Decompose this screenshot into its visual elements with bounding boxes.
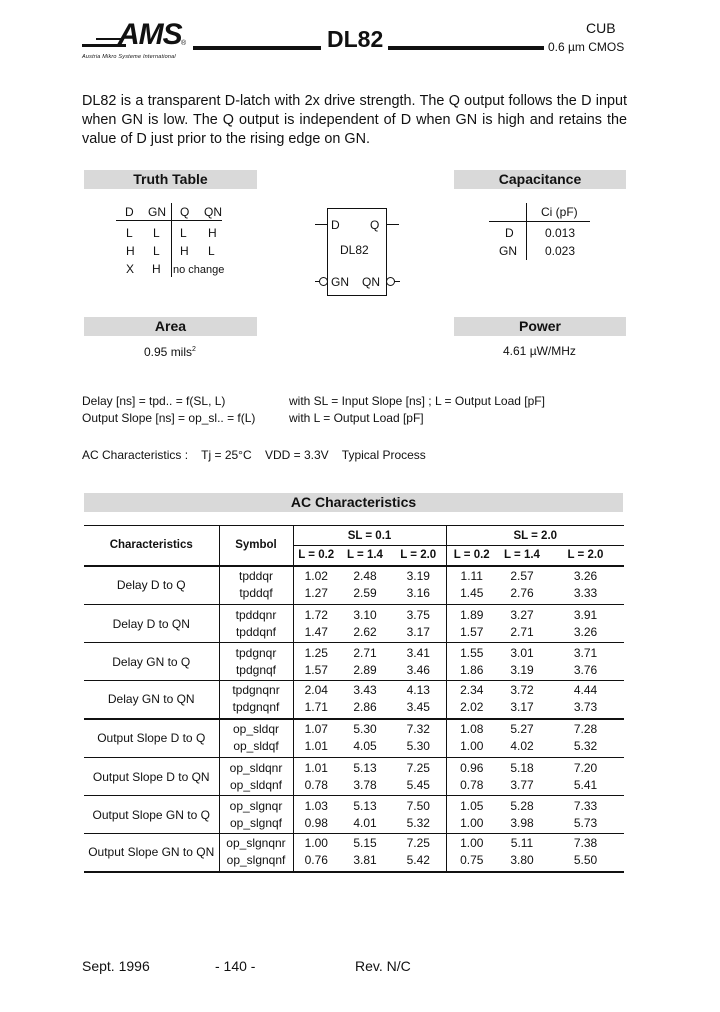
ac-characteristic: Delay GN to Q: [84, 643, 219, 681]
ac-title: AC Characteristics: [84, 493, 623, 512]
pin-qn-label: QN: [362, 275, 380, 289]
ac-value-cell: [497, 643, 547, 681]
capacitance-pin: D: [505, 226, 514, 240]
tt-cell: L: [180, 226, 187, 240]
ac-value: 0.75: [460, 853, 484, 868]
ac-value: 1.01: [304, 739, 328, 754]
ac-value: 2.71: [510, 624, 534, 639]
ac-value: 0.96: [460, 760, 484, 775]
ac-value-cell: [391, 796, 446, 834]
ac-value-cell: [391, 719, 446, 758]
ac-symbol: tpdgnqnf: [232, 700, 280, 715]
ac-value: 1.57: [460, 624, 484, 639]
tt-cell: L: [126, 226, 133, 240]
ac-value-cell: [497, 834, 547, 872]
ac-table: [84, 525, 624, 873]
logo-registered-mark: ®: [181, 40, 187, 47]
ac-value-cell: [339, 758, 391, 796]
ac-value: 1.05: [460, 798, 484, 813]
tt-cell: L: [208, 244, 215, 258]
ac-value: 5.73: [573, 815, 598, 830]
ac-value: 2.57: [510, 569, 534, 584]
ac-row: [84, 796, 624, 834]
page-title: DL82: [327, 26, 384, 52]
ac-value: 7.32: [406, 722, 430, 737]
ac-value: 1.25: [304, 645, 328, 660]
ac-value-cell: [547, 681, 624, 719]
delay-formula-note: with SL = Input Slope [ns] ; L = Output Load [pF]: [289, 394, 545, 408]
ac-value: 5.45: [406, 777, 430, 792]
ac-row: [84, 605, 624, 643]
pin-q-label: Q: [370, 218, 380, 232]
truth-table-title: Truth Table: [84, 170, 257, 189]
ac-value: 3.17: [510, 700, 534, 715]
ac-bottom-rule-cell: [84, 872, 624, 873]
ac-value: 2.76: [510, 586, 534, 601]
ac-value: 3.27: [510, 607, 534, 622]
ac-symbol: op_sldqnr: [229, 760, 283, 775]
ac-row: [84, 834, 624, 872]
ac-value: 3.26: [573, 624, 598, 639]
ac-load: L = 0.2: [446, 546, 497, 566]
ac-value-cell: [391, 681, 446, 719]
ac-sl-group: SL = 2.0: [446, 526, 624, 546]
ac-bottom-rule: [84, 872, 624, 873]
ac-value: 3.17: [406, 624, 430, 639]
ac-value-cell: [446, 834, 497, 872]
ac-value: 0.98: [304, 815, 328, 830]
ac-load: L = 0.2: [293, 546, 339, 566]
ac-value: 7.25: [406, 836, 430, 851]
ac-value: 4.02: [510, 739, 534, 754]
ac-value-cell: [293, 758, 339, 796]
ac-value: 7.33: [573, 798, 598, 813]
ac-value-cell: [339, 605, 391, 643]
ac-value: 1.00: [460, 836, 484, 851]
ac-value: 3.33: [573, 586, 598, 601]
ac-row: [84, 719, 624, 758]
ac-symbol-cell: [219, 796, 293, 834]
ac-symbol: op_sldqnf: [229, 777, 283, 792]
ac-load: L = 1.4: [339, 546, 391, 566]
ac-value-cell: [293, 834, 339, 872]
ac-value-cell: [293, 796, 339, 834]
footer-date: Sept. 1996: [82, 958, 150, 974]
ac-value: 3.46: [406, 662, 430, 677]
ac-value: 7.38: [573, 836, 598, 851]
description: DL82 is a transparent D-latch with 2x drive strength. The Q output follows the D input when GN is low. The Q output is independent of D when GN is high and retains the value of D just prior to the rising edge on GN.: [82, 93, 627, 147]
ac-row: [84, 566, 624, 605]
ac-value: 1.72: [304, 607, 328, 622]
ac-value: 5.30: [406, 739, 430, 754]
delay-formula: Delay [ns] = tpd.. = f(SL, L): [82, 394, 226, 408]
ac-value: 5.18: [510, 760, 534, 775]
ac-load: L = 2.0: [391, 546, 446, 566]
ac-value: 7.25: [406, 760, 430, 775]
ac-value: 5.13: [353, 760, 377, 775]
ac-symbol: tpddqnf: [235, 624, 277, 639]
ac-value-cell: [446, 643, 497, 681]
ac-symbol: tpdgnqr: [235, 645, 277, 660]
ac-value: 0.78: [304, 777, 328, 792]
ac-value: 5.32: [406, 815, 430, 830]
ac-value-cell: [339, 719, 391, 758]
ac-value: 2.86: [353, 700, 377, 715]
ac-symbol-cell: [219, 681, 293, 719]
power-value: 4.61 µW/MHz: [503, 344, 576, 358]
ac-value: 5.32: [573, 739, 598, 754]
capacitance-value: 0.023: [545, 244, 576, 258]
ac-value: 3.76: [573, 662, 598, 677]
ac-value: 2.48: [353, 569, 377, 584]
ac-value: 3.10: [353, 607, 377, 622]
pin-q-line: [387, 224, 399, 225]
power-title: Power: [454, 317, 626, 336]
ac-value: 3.01: [510, 645, 534, 660]
ac-load: L = 1.4: [497, 546, 547, 566]
ac-value: 1.45: [460, 586, 484, 601]
ac-value: 3.78: [353, 777, 377, 792]
ac-value: 4.13: [406, 683, 430, 698]
capacitance-pin: GN: [499, 244, 517, 258]
ac-characteristic: Delay GN to QN: [84, 681, 219, 719]
tt-column-rule: [171, 203, 172, 277]
ac-symbol: op_sldqr: [232, 722, 280, 737]
ac-value: 5.11: [510, 836, 534, 851]
ac-value-cell: [293, 681, 339, 719]
ac-value-cell: [446, 796, 497, 834]
header-rule-left: [193, 46, 321, 50]
ac-symbol: tpdgnqf: [235, 662, 277, 677]
ac-value-cell: [547, 758, 624, 796]
ac-value: 7.28: [573, 722, 598, 737]
ac-symbol: op_sldqf: [233, 739, 279, 754]
tt-cell: H: [208, 226, 217, 240]
ac-symbol: op_slgnqnf: [226, 853, 286, 868]
ac-value: 1.55: [460, 645, 484, 660]
ac-characteristic: Output Slope GN to QN: [84, 834, 219, 872]
ac-value-cell: [547, 834, 624, 872]
ac-value: 3.16: [406, 586, 430, 601]
ac-body: [84, 566, 624, 873]
ac-value: 1.02: [304, 569, 328, 584]
ac-value-cell: [293, 643, 339, 681]
tt-cell: H: [180, 244, 189, 258]
ac-value-cell: [391, 643, 446, 681]
ac-value: 3.71: [573, 645, 598, 660]
ac-value: 3.98: [510, 815, 534, 830]
ac-value: 3.81: [353, 853, 377, 868]
ac-col-characteristics: Characteristics: [84, 526, 219, 566]
ac-value: 1.89: [460, 607, 484, 622]
ac-value-cell: [293, 719, 339, 758]
ac-value-cell: [391, 834, 446, 872]
pin-d-line: [315, 224, 327, 225]
ac-characteristic: Output Slope D to QN: [84, 758, 219, 796]
ac-value: 5.27: [510, 722, 534, 737]
ac-symbol-cell: [219, 834, 293, 872]
ac-value: 1.71: [304, 700, 328, 715]
ac-value: 2.34: [460, 683, 484, 698]
ac-value-cell: [339, 796, 391, 834]
ac-value: 3.91: [573, 607, 598, 622]
ac-value: 3.77: [510, 777, 534, 792]
ac-row: [84, 643, 624, 681]
ac-value-cell: [446, 605, 497, 643]
tt-header-gn: GN: [148, 205, 166, 219]
symbol-name: DL82: [340, 243, 369, 257]
ac-value: 2.71: [353, 645, 377, 660]
ac-value: 1.00: [304, 836, 328, 851]
ac-load: L = 2.0: [547, 546, 624, 566]
ac-value: 3.73: [573, 700, 598, 715]
tt-cell: H: [126, 244, 135, 258]
area-exponent: 2: [192, 346, 196, 353]
ac-value: 1.27: [304, 586, 328, 601]
ac-row: [84, 758, 624, 796]
ac-value: 7.50: [406, 798, 430, 813]
ac-value-cell: [446, 681, 497, 719]
ac-value: 1.00: [460, 815, 484, 830]
ac-value: 3.80: [510, 853, 534, 868]
ac-value-cell: [446, 566, 497, 605]
ac-col-symbol: Symbol: [219, 526, 293, 566]
ac-characteristic: Output Slope D to Q: [84, 719, 219, 758]
ac-value-cell: [293, 566, 339, 605]
logo-text: AMS: [118, 18, 182, 51]
area-value-text: 0.95 mils: [144, 345, 193, 359]
ac-value: 0.78: [460, 777, 484, 792]
ac-value-cell: [497, 796, 547, 834]
ac-value: 5.50: [573, 853, 598, 868]
ac-value: 2.62: [353, 624, 377, 639]
ac-header-row: [84, 526, 624, 546]
tt-header-d: D: [125, 205, 134, 219]
ac-value-cell: [547, 643, 624, 681]
ac-sl-group: SL = 0.1: [293, 526, 446, 546]
ac-symbol: tpdgnqnr: [232, 683, 280, 698]
ac-conditions: AC Characteristics : Tj = 25°C VDD = 3.3V Typical Process: [82, 448, 426, 462]
ac-value-cell: [497, 681, 547, 719]
ac-value-cell: [547, 566, 624, 605]
pin-d-label: D: [331, 218, 340, 232]
tt-no-change: no change: [173, 264, 225, 276]
ac-value: 3.19: [406, 569, 430, 584]
capacitance-value: 0.013: [545, 226, 576, 240]
ac-value-cell: [339, 681, 391, 719]
ac-value: 3.41: [406, 645, 430, 660]
ac-value-cell: [497, 719, 547, 758]
pin-gn-label: GN: [331, 275, 349, 289]
ac-value: 1.01: [304, 760, 328, 775]
tt-cell: L: [153, 226, 160, 240]
ac-characteristic: Output Slope GN to Q: [84, 796, 219, 834]
ac-value: 1.08: [460, 722, 484, 737]
ac-characteristic: Delay D to Q: [84, 566, 219, 605]
tt-header-rule: [116, 220, 222, 221]
ac-symbol: tpddqnr: [235, 607, 277, 622]
ac-value: 2.59: [353, 586, 377, 601]
ac-value: 3.26: [573, 569, 598, 584]
ac-symbol: tpddqr: [238, 569, 274, 584]
ac-value-cell: [547, 719, 624, 758]
ac-characteristic: Delay D to QN: [84, 605, 219, 643]
ac-symbol: op_slgnqf: [229, 815, 283, 830]
ac-value-cell: [293, 605, 339, 643]
area-title: Area: [84, 317, 257, 336]
ac-value: 7.20: [573, 760, 598, 775]
ac-row: [84, 681, 624, 719]
ac-value-cell: [339, 566, 391, 605]
ac-value: 1.47: [304, 624, 328, 639]
ac-value: 1.57: [304, 662, 328, 677]
ac-value-cell: [391, 758, 446, 796]
ac-value-cell: [339, 834, 391, 872]
ac-value: 5.30: [353, 722, 377, 737]
ac-value: 1.11: [460, 569, 483, 584]
ac-value: 2.02: [460, 700, 484, 715]
ac-symbol-cell: [219, 605, 293, 643]
pin-qn-line: [394, 281, 400, 282]
ac-value-cell: [339, 643, 391, 681]
tt-cell: H: [152, 262, 161, 276]
ac-value-cell: [497, 566, 547, 605]
ac-symbol-cell: [219, 566, 293, 605]
logo-subtitle: Austria Mikro Systeme International: [82, 54, 176, 60]
ac-value: 3.72: [510, 683, 534, 698]
ac-value: 4.44: [573, 683, 598, 698]
tt-header-q: Q: [180, 205, 190, 219]
tt-cell: X: [126, 262, 135, 276]
tt-cell: L: [153, 244, 160, 258]
capacitance-header-rule: [489, 221, 590, 222]
ac-value: 3.45: [406, 700, 430, 715]
ac-value: 2.04: [304, 683, 328, 698]
ac-value-cell: [391, 566, 446, 605]
process-name: 0.6 µm CMOS: [548, 40, 625, 54]
ac-value-cell: [547, 796, 624, 834]
ac-value: 0.76: [304, 853, 328, 868]
ac-symbol: op_slgnqnr: [226, 836, 286, 851]
ac-value-cell: [446, 719, 497, 758]
ac-value-cell: [391, 605, 446, 643]
ac-symbol-cell: [219, 643, 293, 681]
ac-value: 3.43: [353, 683, 377, 698]
footer-revision: Rev. N/C: [355, 958, 411, 974]
ac-symbol: tpddqf: [239, 586, 273, 601]
ac-symbol: op_slgnqr: [229, 798, 283, 813]
library-name: CUB: [586, 20, 616, 36]
ac-value-cell: [497, 605, 547, 643]
ac-value: 5.41: [573, 777, 598, 792]
tt-header-qn: QN: [204, 205, 222, 219]
header-rule-right: [388, 46, 544, 50]
capacitance-title: Capacitance: [454, 170, 626, 189]
ac-value-cell: [497, 758, 547, 796]
ac-value: 4.05: [353, 739, 377, 754]
ac-value: 1.86: [460, 662, 484, 677]
ac-value-cell: [446, 758, 497, 796]
ac-value-cell: [547, 605, 624, 643]
slope-formula: Output Slope [ns] = op_sl.. = f(L): [82, 411, 256, 425]
ac-value: 1.00: [460, 739, 484, 754]
ac-value: 1.07: [304, 722, 328, 737]
pin-gn-bubble: [319, 277, 328, 286]
ac-value: 1.03: [304, 798, 328, 813]
capacitance-header: Ci (pF): [541, 205, 578, 219]
footer-page-number: - 140 -: [215, 958, 256, 974]
ac-value: 5.28: [510, 798, 534, 813]
area-value: [144, 343, 196, 359]
ac-symbol-cell: [219, 719, 293, 758]
ac-value: 3.19: [510, 662, 534, 677]
ac-value: 4.01: [353, 815, 377, 830]
slope-formula-note: with L = Output Load [pF]: [289, 411, 424, 425]
capacitance-column-rule: [526, 203, 527, 260]
ac-value: 3.75: [406, 607, 430, 622]
ac-value: 5.42: [406, 853, 430, 868]
ac-value: 2.89: [353, 662, 377, 677]
ac-symbol-cell: [219, 758, 293, 796]
ac-value: 5.13: [353, 798, 377, 813]
ac-value: 5.15: [353, 836, 377, 851]
